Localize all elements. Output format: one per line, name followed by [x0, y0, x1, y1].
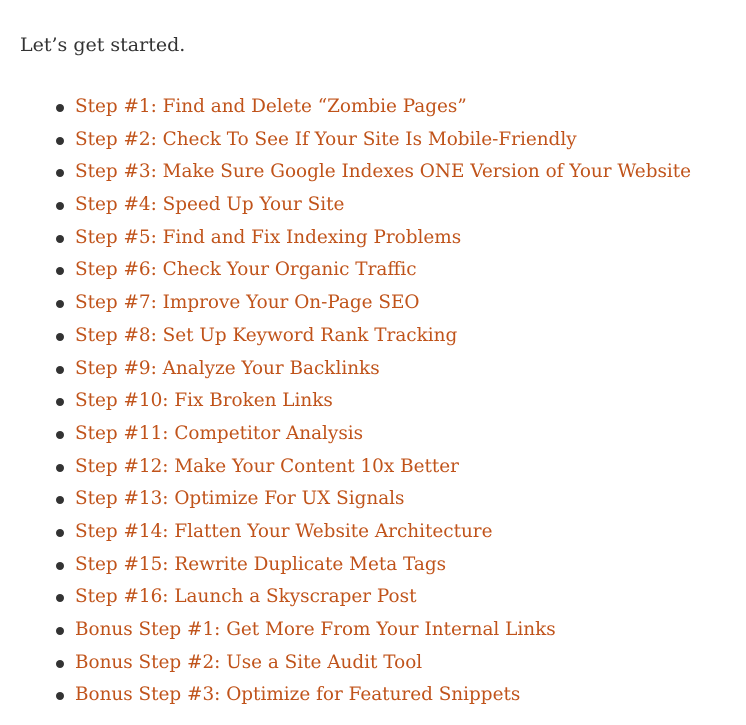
step-list-item: [0, 385, 691, 418]
step-link[interactable]: Step #11: Competitor Analysis: [75, 422, 364, 444]
step-list-item: [0, 353, 691, 386]
step-list-item: [0, 483, 691, 516]
bullet-icon: [56, 202, 64, 210]
step-link[interactable]: Step #16: Launch a Skyscraper Post: [75, 586, 417, 608]
step-link[interactable]: Step #14: Flatten Your Website Architecture: [75, 520, 493, 542]
step-list-item: [0, 320, 691, 353]
step-list-item: [0, 647, 691, 680]
bullet-icon: [56, 333, 64, 341]
step-list-item: [0, 124, 691, 157]
step-link[interactable]: Step #1: Find and Delete “Zombie Pages”: [75, 96, 467, 117]
step-link[interactable]: Step #5: Find and Fix Indexing Problems: [75, 226, 462, 248]
bullet-icon: [56, 169, 64, 177]
bullet-icon: [56, 235, 64, 243]
step-list-item: [0, 614, 691, 647]
step-link[interactable]: Step #15: Rewrite Duplicate Meta Tags: [75, 553, 447, 575]
bullet-icon: [56, 137, 64, 145]
step-link[interactable]: Step #9: Analyze Your Backlinks: [75, 357, 380, 379]
step-list-item: [0, 91, 691, 124]
step-list-item: [0, 418, 691, 451]
step-link[interactable]: Bonus Step #2: Use a Site Audit Tool: [75, 651, 423, 673]
step-link[interactable]: Step #8: Set Up Keyword Rank Tracking: [75, 324, 458, 346]
step-list-item: [0, 451, 691, 484]
bullet-icon: [56, 496, 64, 504]
bullet-icon: [56, 562, 64, 570]
bullet-icon: [56, 594, 64, 602]
bullet-icon: [56, 398, 64, 406]
steps-list: [0, 91, 691, 712]
intro-text: Let’s get started.: [20, 34, 186, 56]
step-link[interactable]: Step #4: Speed Up Your Site: [75, 194, 345, 216]
step-link[interactable]: Step #12: Make Your Content 10x Better: [75, 455, 459, 477]
step-list-item: [0, 581, 691, 614]
step-link[interactable]: Bonus Step #3: Optimize for Featured Snippets: [75, 684, 521, 706]
step-link[interactable]: Step #3: Make Sure Google Indexes ONE Version of Your Website: [75, 161, 692, 183]
bullet-icon: [56, 660, 64, 668]
step-list-item: [0, 679, 691, 712]
bullet-icon: [56, 627, 64, 635]
step-link[interactable]: Step #7: Improve Your On-Page SEO: [75, 292, 420, 314]
bullet-icon: [56, 366, 64, 374]
step-list-item: [0, 516, 691, 549]
step-list-item: [0, 156, 691, 189]
bullet-icon: [56, 464, 64, 472]
step-link[interactable]: Step #6: Check Your Organic Traffic: [75, 259, 417, 281]
bullet-icon: [56, 300, 64, 308]
step-list-item: [0, 222, 691, 255]
bullet-icon: [56, 692, 64, 700]
bullet-icon: [56, 267, 64, 275]
step-list-item: [0, 254, 691, 287]
step-link[interactable]: Step #13: Optimize For UX Signals: [75, 488, 405, 510]
step-list-item: [0, 189, 691, 222]
bullet-icon: [56, 529, 64, 537]
step-list-item: [0, 287, 691, 320]
step-link[interactable]: Step #10: Fix Broken Links: [75, 390, 333, 412]
step-link[interactable]: Bonus Step #1: Get More From Your Internal Links: [75, 619, 556, 640]
bullet-icon: [56, 104, 64, 112]
bullet-icon: [56, 431, 64, 439]
step-link[interactable]: Step #2: Check To See If Your Site Is Mobile-Friendly: [75, 128, 577, 150]
step-list-item: [0, 549, 691, 582]
